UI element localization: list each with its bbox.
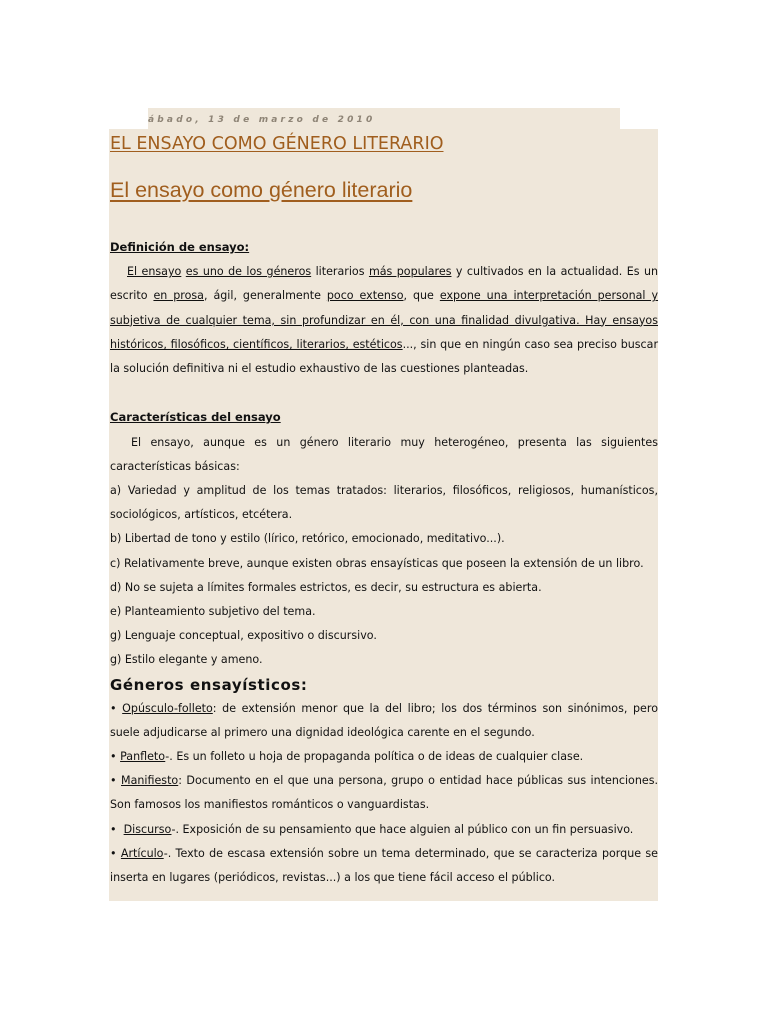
genre-item: • Panfleto-. Es un folleto u hoja de propaganda política o de ideas de cualquier clase. bbox=[110, 750, 584, 764]
characteristic-item: c) Relativamente breve, aunque existen obras ensayísticas que poseen la extensión de un libro. bbox=[110, 556, 644, 570]
characteristic-item: e) Planteamiento subjetivo del tema. bbox=[110, 605, 316, 619]
characteristic-item: d) No se sujeta a límites formales estrictos, es decir, su estructura es abierta. bbox=[110, 580, 542, 594]
genres-heading: Géneros ensayísticos: bbox=[110, 675, 308, 694]
characteristic-item: g) Estilo elegante y ameno. bbox=[110, 653, 263, 667]
genre-item: • Discurso-. Exposición de su pensamiento que hace alguien al público con un fin persuasivo. bbox=[110, 822, 634, 836]
characteristic-item: g) Lenguaje conceptual, expositivo o discursivo. bbox=[110, 629, 377, 643]
genre-item: • Manifiesto: Documento en el que una persona, grupo o entidad hace públicas sus intenciones. Son famosos los manifiestos románticos o vanguardistas. bbox=[110, 774, 659, 812]
genre-item: • Artículo-. Texto de escasa extensión sobre un tema determinado, que se caracteriza porque se inserta en lugares (periódicos, revistas...) a los que tiene fácil acceso el público. bbox=[110, 846, 658, 885]
definition-paragraph: El ensayo es uno de los géneros literarios más populares y cultivados en la actualidad. Es un escrito en prosa, ágil, generalmente poco extenso, que expone una interpretación personal y subjetiva de cualquier tema, sin profundizar en él, con una finalidad divulgativa. Hay ensayos históricos, filosóficos, científicos, literarios, estéticos..., sin que en ningún caso sea preciso buscar la solución definitiva ni el estudio exhaustivo de las cuestiones planteadas. bbox=[110, 265, 659, 376]
definition-heading: Definición de ensayo: bbox=[110, 240, 250, 254]
characteristic-item: b) Libertad de tono y estilo (lírico, retórico, emocionado, meditativo...). bbox=[110, 532, 505, 546]
spacer bbox=[110, 381, 658, 405]
article-content bbox=[110, 235, 658, 890]
characteristic-item: a) Variedad y amplitud de los temas tratados: literarios, filosóficos, religiosos, humanísticos, sociológicos, artísticos, etcétera. bbox=[110, 484, 658, 522]
characteristics-intro: El ensayo, aunque es un género literario muy heterogéneo, presenta las siguientes características básicas: bbox=[110, 435, 658, 473]
post-title-link[interactable]: EL ENSAYO COMO GÉNERO LITERARIO bbox=[110, 134, 444, 154]
characteristics-heading: Características del ensayo bbox=[110, 410, 281, 425]
article-heading: El ensayo como género literario bbox=[110, 178, 413, 202]
genre-item: • Opúsculo-folleto: de extensión menor que la del libro; los dos términos son sinónimos, pero suele adjudicarse al primero una dignidad ideológica carente en el segundo. bbox=[110, 701, 658, 739]
post-date: ábado, 13 de marzo de 2010 bbox=[148, 115, 376, 125]
